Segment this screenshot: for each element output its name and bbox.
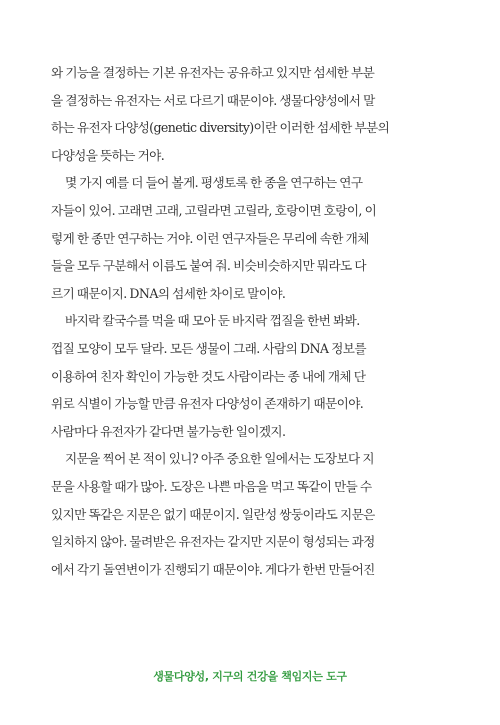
text-line: 문을 사용할 때가 많아. 도장은 나쁜 마음을 먹고 똑같이 만들 수 [51, 478, 372, 494]
text-line: 르기 때문이지. DNA의 섬세한 차이로 말이야. [51, 285, 286, 301]
text-line: 이용하여 친자 확인이 가능한 것도 사람이라는 종 내에 개체 단 [51, 368, 366, 384]
running-footer: 생물다양성, 지구의 건강을 책임지는 도구 [153, 670, 347, 683]
text-line: 을 결정하는 유전자는 서로 다르기 때문이야. 생물다양성에서 말 [51, 92, 375, 108]
text-line: 들을 모두 구분해서 이름도 붙여 줘. 비슷비슷하지만 뭐라도 다 [51, 258, 366, 274]
text-line: 자들이 있어. 고래면 고래, 고릴라면 고릴라, 호랑이면 호랑이, 이 [51, 202, 377, 218]
paragraph-1 [51, 59, 459, 169]
paragraph-2 [51, 169, 459, 307]
paragraph-3 [51, 307, 459, 445]
body-text [51, 59, 459, 583]
text-line: 에서 각기 돌연변이가 진행되기 때문이야. 게다가 한번 만들어진 [51, 561, 375, 577]
text-line: 몇 가지 예를 더 들어 볼게. 평생토록 한 종을 연구하는 연구 [65, 175, 363, 191]
text-line: 바지락 칼국수를 먹을 때 모아 둔 바지락 껍질을 한번 봐봐. [65, 313, 360, 329]
text-line: 지문을 찍어 본 적이 있니? 아주 중요한 일에서는 도장보다 지 [65, 451, 374, 467]
text-line: 와 기능을 결정하는 기본 유전자는 공유하고 있지만 섬세한 부분 [51, 65, 375, 80]
text-line: 껍질 모양이 모두 달라. 모든 생물이 그래. 사람의 DNA 정보를 [51, 340, 366, 356]
text-line: 렇게 한 종만 연구하는 거야. 이런 연구자들은 무리에 속한 개체 [51, 230, 369, 246]
text-line: 일치하지 않아. 물려받은 유전자는 같지만 지문이 형성되는 과정 [51, 534, 375, 550]
text-line: 사람마다 유전자가 같다면 불가능한 일이겠지. [51, 423, 286, 439]
text-line: 위로 식별이 가능할 만큼 유전자 다양성이 존재하기 때문이야. [51, 396, 364, 412]
text-line: 다양성을 뜻하는 거야. [51, 147, 165, 163]
text-line: 있지만 똑같은 지문은 없기 때문이지. 일란성 쌍둥이라도 지문은 [51, 506, 375, 522]
paragraph-4 [51, 445, 459, 583]
text-line: 하는 유전자 다양성(genetic diversity)이란 이러한 섬세한 부분의 [51, 120, 390, 136]
